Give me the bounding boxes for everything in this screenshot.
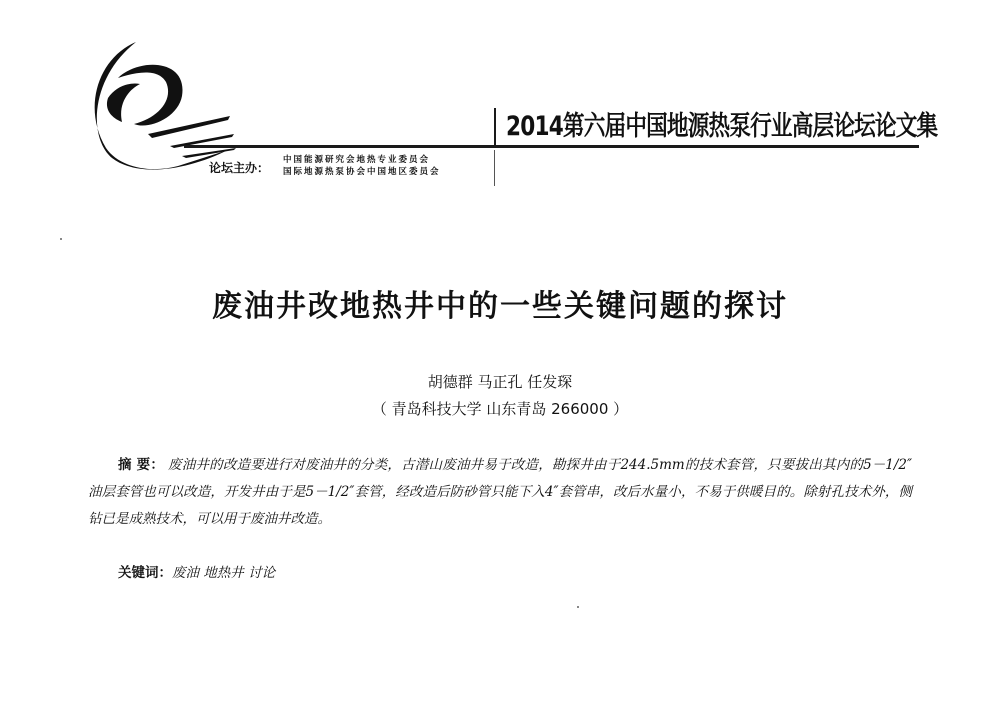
abstract-label: 摘 要： xyxy=(118,457,165,473)
keywords-label: 关键词： xyxy=(118,565,172,581)
abstract xyxy=(88,452,912,533)
keywords-text: 废油 地热井 讨论 xyxy=(172,565,276,581)
abstract-text: 废油井的改造要进行对废油井的分类，古潜山废油井易于改造，勘探井由于244.5mm的技术套管，只要拔出其内的5－1/2″油层套管也可以改造，开发井由于是5－1/2″套管，经改造后防砂管只能下入4″套管串，改后水量小，不易于供暖目的。除射孔技术外，侧钻已是成熟技术，可以用于废油井改造。 xyxy=(88,457,913,527)
host-item: 国际地源热泵协会中国地区委员会 xyxy=(283,167,441,177)
scan-speck xyxy=(60,238,62,240)
host-label: 论坛主办： xyxy=(209,161,270,175)
paper-authors: 胡德群 马正孔 任发琛 xyxy=(427,373,573,391)
scan-speck xyxy=(577,606,579,608)
host-item: 中国能源研究会地热专业委员会 xyxy=(283,155,431,165)
paper-title: 废油井改地热井中的一些关键问题的探讨 xyxy=(212,289,788,324)
header-divider-vertical xyxy=(494,108,496,145)
keywords xyxy=(118,561,275,581)
header-rule xyxy=(184,145,919,148)
header-divider-vertical-lower xyxy=(494,150,495,186)
host-list xyxy=(283,154,441,178)
paper-affiliation: （ 青岛科技大学 山东青岛 266000 ） xyxy=(371,400,629,418)
proceedings-title: 2014第六届中国地源热泵行业高层论坛论文集 xyxy=(506,111,938,142)
